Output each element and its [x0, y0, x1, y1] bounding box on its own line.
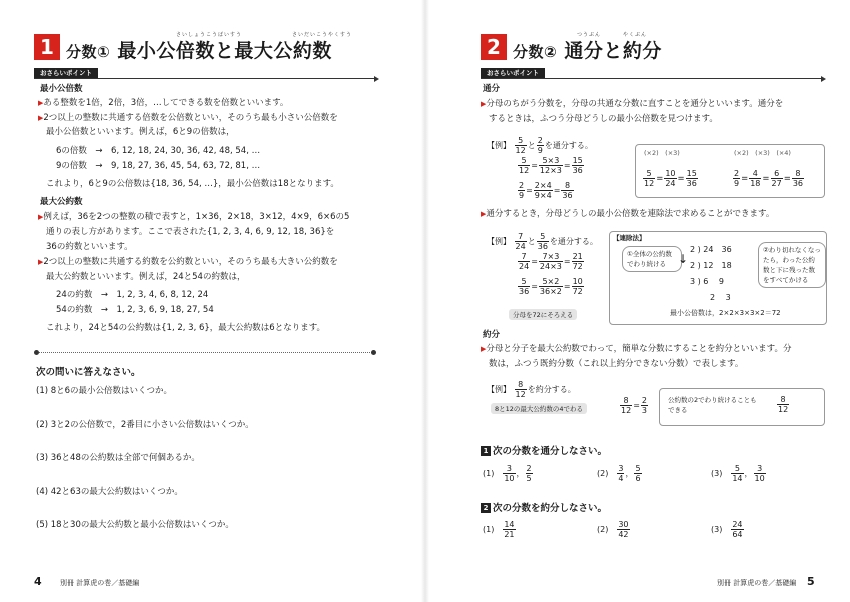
- question-4: (4) 42と63の最大公約数はいくつか。: [36, 487, 183, 497]
- footer-text: 別冊 計算虎の巻／基礎編: [717, 579, 797, 587]
- problem-2-title: 2 次の分数を約分しなさい。: [481, 500, 607, 514]
- multipliers-b: (×2) (×3) (×4): [734, 149, 791, 157]
- problem-2-item-2: (2) $\frac{30}{42}$: [597, 520, 629, 539]
- yakubun-line: ▶分母と分子を最大公約数でわって，簡単な分数にすることを約分といいます。分: [481, 344, 792, 354]
- fraction: $\frac{5}{12}$: [515, 136, 526, 155]
- question-title: 次の問いに答えなさい。: [36, 367, 141, 378]
- example-2-calc-a: $\frac{7}{24}$ = $\frac{7\times 3}{24\times 3}$ = $\frac{21}{72}$: [519, 252, 583, 271]
- example-2-calc-b: $\frac{5}{36}$ = $\frac{5\times 2}{36\times 2}$ = $\frac{10}{72}$: [519, 277, 583, 296]
- ex3-box-text: 公約数の2でわり続けることもできる: [668, 396, 757, 414]
- tsubun-line-2: ▶通分するとき，分母どうしの最小公倍数を連除法で求めることができます。: [481, 209, 775, 219]
- gcd-line: 通りの表し方があります。ここで表された{1, 2, 3, 4, 6, 9, 12, 18, 36}を: [46, 227, 335, 237]
- lcm-line: 最小公倍数といいます。例えば，6と9の倍数は，: [46, 127, 235, 137]
- lcm-conclusion: これより，6と9の公倍数は{18, 36, 54, …}，最小公倍数は18となります。: [46, 179, 339, 189]
- gcd-divisors-24: 24の約数 → 1, 2, 3, 4, 6, 8, 12, 24: [56, 290, 209, 300]
- down-arrow-icon: ↓: [678, 252, 689, 266]
- triangle-icon: ▶: [481, 100, 487, 108]
- gcd-heading: 最大公約数: [40, 197, 83, 207]
- gcd-line: 36の約数といいます。: [46, 242, 133, 252]
- lcm-heading: 最小公倍数: [40, 84, 83, 94]
- lcm-line: ▶2つ以上の整数に共通する倍数を公倍数といい，そのうち最も小さい公倍数を: [38, 113, 338, 123]
- divider: [36, 352, 374, 353]
- renjo-row: 2 3: [710, 293, 731, 302]
- tsubun-line: するときは，ふつう分母どうしの最小公倍数を見つけます。: [489, 114, 718, 124]
- ex3-box-calc: $\frac{8}{12}$: [778, 395, 789, 414]
- renjo-box: [609, 231, 827, 325]
- example-2: 【例】 $\frac{7}{24}$ と $\frac{5}{36}$ を通分する。: [487, 232, 598, 251]
- arrow-icon: [821, 76, 826, 82]
- lcm-multiples-6: 6の倍数 → 6, 12, 18, 24, 30, 36, 42, 48, 54, …: [56, 146, 261, 156]
- problem-2-item-3: (3) $\frac{24}{64}$: [711, 520, 743, 539]
- gcd-line: 最大公約数といいます。例えば，24と54の約数は，: [46, 272, 246, 282]
- example-1-calc-b: $\frac{2}{9}$ = $\frac{2\times 4}{9\times 4}$ = $\frac{8}{36}$: [519, 181, 573, 200]
- arrow-icon: [374, 76, 379, 82]
- problem-1-item-1: (1) $\frac{3}{10}$ ， $\frac{2}{5}$: [483, 464, 532, 483]
- renjo-note-1: ①全体の公約数でわり続ける: [622, 246, 682, 272]
- renjo-row: 2 ) 24 36: [690, 245, 732, 254]
- gcd-line: ▶例えば，36を2つの整数の積で表すと，1×36，2×18，3×12，4×9，6×6の5: [38, 212, 350, 222]
- triangle-icon: ▶: [38, 213, 44, 221]
- problem-1-title: 1 次の分数を通分しなさい。: [481, 443, 607, 457]
- triangle-icon: ▶: [38, 258, 44, 266]
- question-3: (3) 36と48の公約数は全部で何個あるか。: [36, 453, 200, 463]
- ex3-box: [659, 388, 825, 426]
- problem-1-badge: 1: [481, 446, 491, 456]
- ex2-note: 分母を72にそろえる: [509, 309, 577, 320]
- ex3-note: 8と12の最大公約数の4でわる: [491, 403, 587, 414]
- renjo-label: 【連除法】: [613, 234, 646, 242]
- point-bar: [481, 68, 821, 79]
- tsubun-line: ▶分母のちがう分数を，分母の共通な分数に直すことを通分といいます。通分を: [481, 99, 784, 109]
- point-label: おさらいポイント: [481, 68, 545, 78]
- triangle-icon: ▶: [38, 99, 44, 107]
- question-5: (5) 18と30の最大公約数と最小公倍数はいくつか。: [36, 520, 234, 530]
- point-label: おさらいポイント: [34, 68, 98, 78]
- chapter-title-rest: 通分と約分: [564, 40, 662, 62]
- chapter-number: 2: [481, 34, 507, 60]
- fraction: $\frac{2}{9}$: [537, 136, 543, 155]
- footer-text: 別冊 計算虎の巻／基礎編: [60, 579, 140, 587]
- question-2: (2) 3と2の公倍数で，2番目に小さい公倍数はいくつか。: [36, 420, 254, 430]
- chapter-number: 1: [34, 34, 60, 60]
- triangle-icon: ▶: [481, 345, 487, 353]
- chapter-title-main: 分数②: [513, 43, 558, 61]
- ruby-tsubun: つうぶん: [577, 32, 602, 38]
- lcm-multiples-9: 9の倍数 → 9, 18, 27, 36, 45, 54, 63, 72, 81, …: [56, 161, 261, 171]
- page-number: 4: [34, 575, 42, 588]
- multiples-12: $\frac{5}{12}$ = $\frac{10}{24}$ = $\frac{15}{36}$: [644, 169, 697, 188]
- yakubun-heading: 約分: [483, 330, 501, 340]
- problem-2-badge: 2: [481, 503, 491, 513]
- example-3-calc: $\frac{8}{12}$ = $\frac{2}{3}$: [621, 396, 647, 415]
- multiples-box: [635, 144, 825, 198]
- example-3: 【例】 $\frac{8}{12}$ を約分する。: [487, 380, 576, 399]
- chapter-title-main: 分数①: [66, 43, 111, 61]
- renjo-note-2: ②わり切れなくなったら，わった公約数と下に残った数をすべてかける: [758, 242, 826, 288]
- gcd-conclusion: これより，24と54の公約数は{1, 2, 3, 6}，最大公約数は6となります。: [46, 323, 326, 333]
- renjo-result: 最小公倍数は，2×2×3×3×2＝72: [670, 309, 781, 317]
- problem-2-item-1: (1) $\frac{14}{21}$: [483, 520, 515, 539]
- ruby-lcm: さいしょうこうばいすう: [176, 32, 243, 38]
- chapter-title: [513, 36, 662, 63]
- lcm-line: ▶ある整数を1倍，2倍，3倍，…してできる数を倍数といいます。: [38, 98, 289, 108]
- yakubun-line: 数は，ふつう既約分数（これ以上約分できない分数）で表します。: [489, 359, 744, 369]
- problem-1-item-3: (3) $\frac{5}{14}$ ， $\frac{3}{10}$: [711, 464, 765, 483]
- example-1: 【例】 $\frac{5}{12}$ と $\frac{2}{9}$ を通分する。: [487, 136, 593, 155]
- right-page: [425, 0, 850, 602]
- multipliers-a: (×2) (×3): [644, 149, 680, 157]
- question-1: (1) 8と6の最小公倍数はいくつか。: [36, 386, 173, 396]
- point-bar: [34, 68, 374, 79]
- chapter-title: [66, 36, 332, 63]
- problem-1-item-2: (2) $\frac{3}{4}$ ， $\frac{5}{6}$: [597, 464, 641, 483]
- example-1-calc-a: $\frac{5}{12}$ = $\frac{5\times 3}{12\times 3}$ = $\frac{15}{36}$: [519, 156, 583, 175]
- tsubun-heading: 通分: [483, 84, 501, 94]
- page-number: 5: [807, 575, 815, 588]
- triangle-icon: ▶: [38, 114, 44, 122]
- ruby-gcd: さいだいこうやくすう: [292, 32, 353, 38]
- renjo-row: 2 ) 12 18: [690, 261, 732, 270]
- multiples-9: $\frac{2}{9}$ = $\frac{4}{18}$ = $\frac{6}{27}$ = $\frac{8}{36}$: [734, 169, 804, 188]
- chapter-title-rest: 最小公倍数と最大公約数: [117, 40, 332, 62]
- gcd-line: ▶2つ以上の整数に共通する約数を公約数といい，そのうち最も大きい公約数を: [38, 257, 338, 267]
- ruby-yakubun: やくぶん: [623, 32, 648, 38]
- triangle-icon: ▶: [481, 210, 487, 218]
- renjo-row: 3 ) 6 9: [690, 277, 725, 286]
- gcd-divisors-54: 54の約数 → 1, 2, 3, 6, 9, 18, 27, 54: [56, 305, 214, 315]
